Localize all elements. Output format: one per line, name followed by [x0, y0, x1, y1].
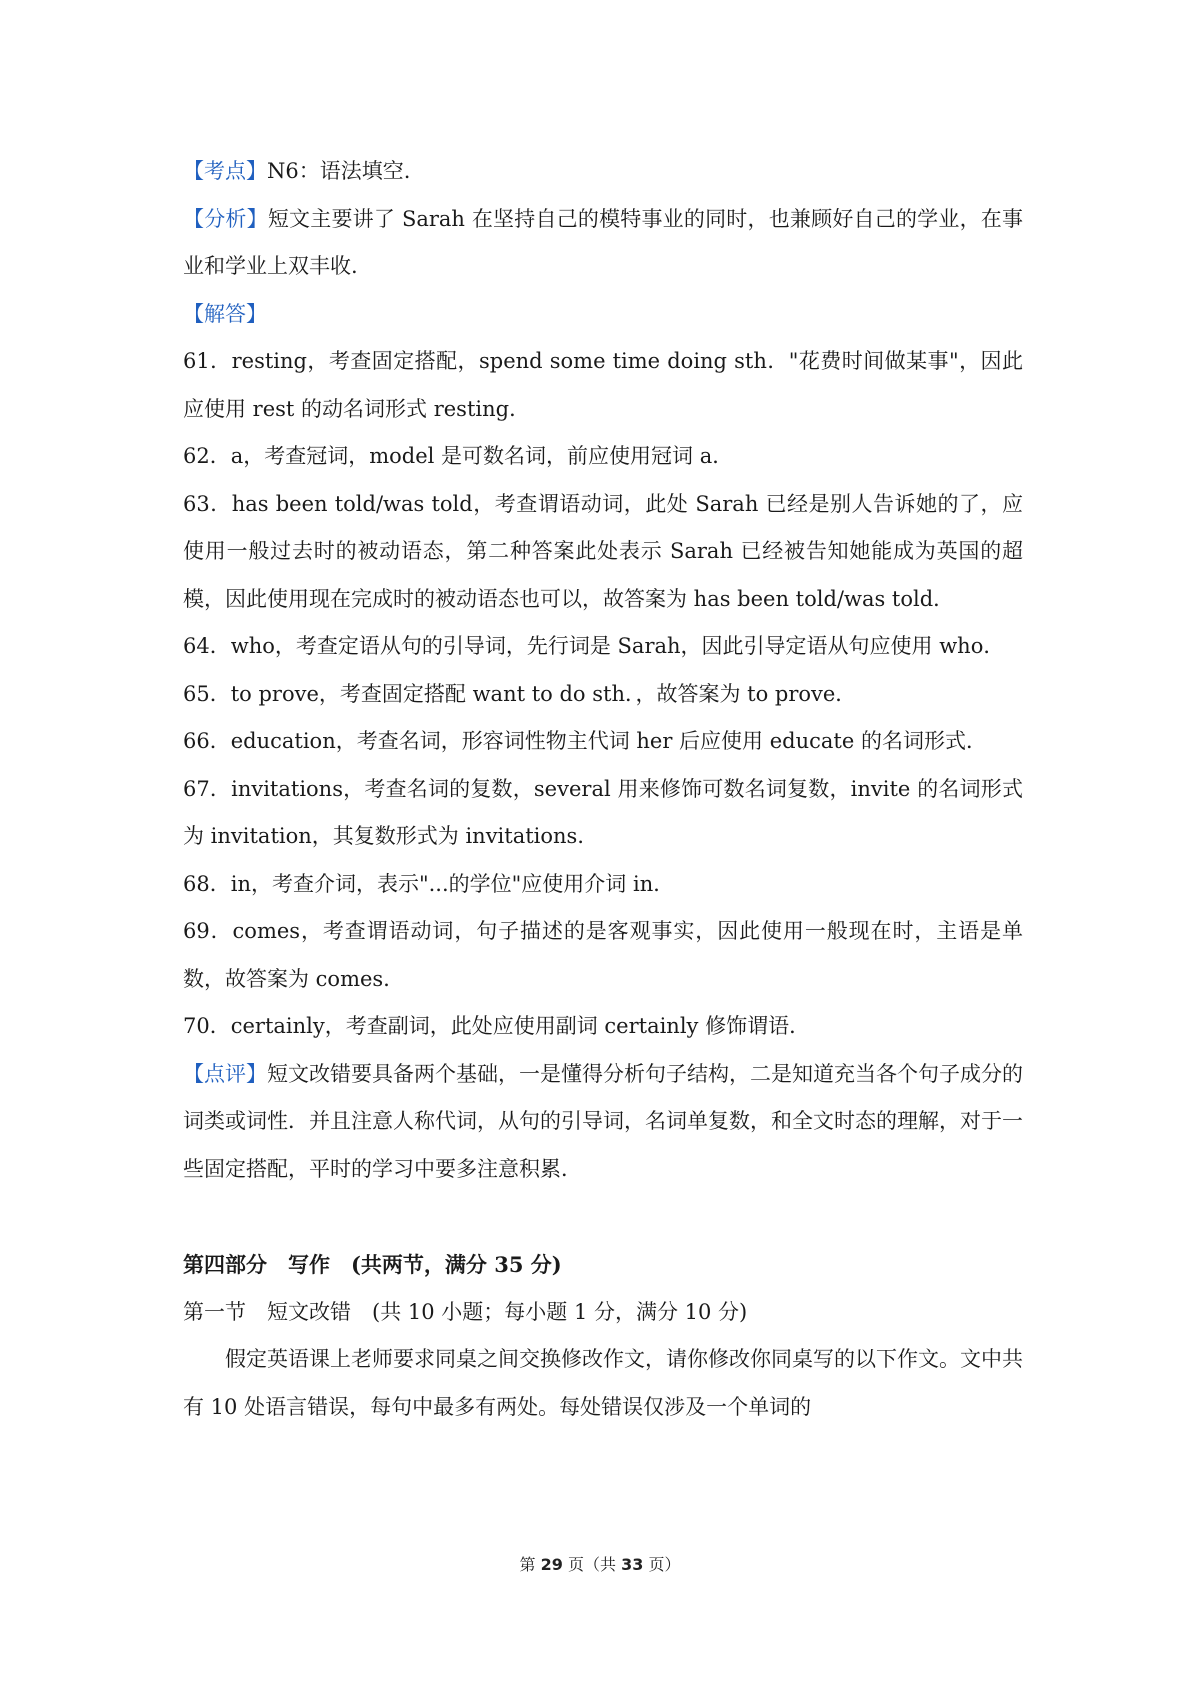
answer-item: 69．comes，考查谓语动词，句子描述的是客观事实，因此使用一般现在时，主语是单数，故答案为 comes． [183, 919, 1023, 991]
jieda-tag: 【解答】 [183, 301, 267, 326]
part4-intro: 假定英语课上老师要求同桌之间交换修改作文，请你修改你同桌写的以下作文。文中共有 10 处语言错误，每句中最多有两处。每处错误仅涉及一个单词的 [183, 1347, 1023, 1419]
answer-item: 61．resting，考查固定搭配，spend some time doing sth．"花费时间做某事"，因此应使用 rest 的动名词形式 resting． [183, 349, 1023, 421]
page-footer [0, 1552, 1200, 1575]
footer-total-pages: 33 [621, 1555, 644, 1574]
footer-suffix: 页） [643, 1555, 681, 1574]
dianping-paragraph [183, 1051, 1023, 1194]
footer-page-number: 29 [540, 1555, 563, 1574]
footer-middle: 页（共 [562, 1555, 622, 1574]
dianping-text: 短文改错要具备两个基础，一是懂得分析句子结构，二是知道充当各个句子成分的词类或词性．并且注意人称代词，从句的引导词，名词单复数，和全文时态的理解，对于一些固定搭配，平时的学习中要多注意积累． [183, 1061, 1023, 1181]
answer-item: 64．who，考查定语从句的引导词，先行词是 Sarah，因此引导定语从句应使用 who． [183, 634, 1005, 658]
answer-item: 66．education，考查名词，形容词性物主代词 her 后应使用 educate 的名词形式． [183, 729, 987, 753]
answer-item: 65．to prove，考查固定搭配 want to do sth．，故答案为 to prove． [183, 681, 857, 706]
answer-item: 70．certainly，考查副词，此处应使用副词 certainly 修饰谓语． [183, 1014, 811, 1038]
fenxi-tag: 【分析】 [183, 206, 268, 231]
kaodian-text: N6：语法填空. [267, 159, 411, 183]
fenxi-text: 短文主要讲了 Sarah 在坚持自己的模特事业的同时，也兼顾好自己的学业，在事业和学业上双丰收. [183, 206, 1023, 278]
part4-heading: 第四部分 写作 (共两节，满分 35 分) [183, 1252, 562, 1277]
part4-subheading: 第一节 短文改错 (共 10 小题；每小题 1 分，满分 10 分) [183, 1299, 748, 1324]
jieda-paragraph [183, 291, 1023, 339]
dianping-tag: 【点评】 [183, 1061, 267, 1086]
page-content [183, 148, 1023, 1431]
fenxi-paragraph [183, 196, 1023, 291]
kaodian-tag: 【考点】 [183, 159, 267, 183]
answer-item: 62．a，考查冠词，model 是可数名词，前应使用冠词 a． [183, 444, 734, 468]
answer-item: 68．in，考查介词，表示"...的学位"应使用介词 in． [183, 871, 675, 896]
answer-item: 67．invitations，考查名词的复数，several 用来修饰可数名词复数，invite 的名词形式为 invitation，其复数形式为 invitations． [183, 776, 1023, 848]
answer-item: 63．has been told/was told，考查谓语动词，此处 Sarah 已经是别人告诉她的了，应使用一般过去时的被动语态，第二种答案此处表示 Sarah 已经被告知她能成为英国的超模，因此使用现在完成时的被动语态也可以，故答案为 has been told/was told． [183, 491, 1023, 611]
kaodian-paragraph [183, 148, 1023, 196]
footer-prefix: 第 [519, 1555, 541, 1574]
